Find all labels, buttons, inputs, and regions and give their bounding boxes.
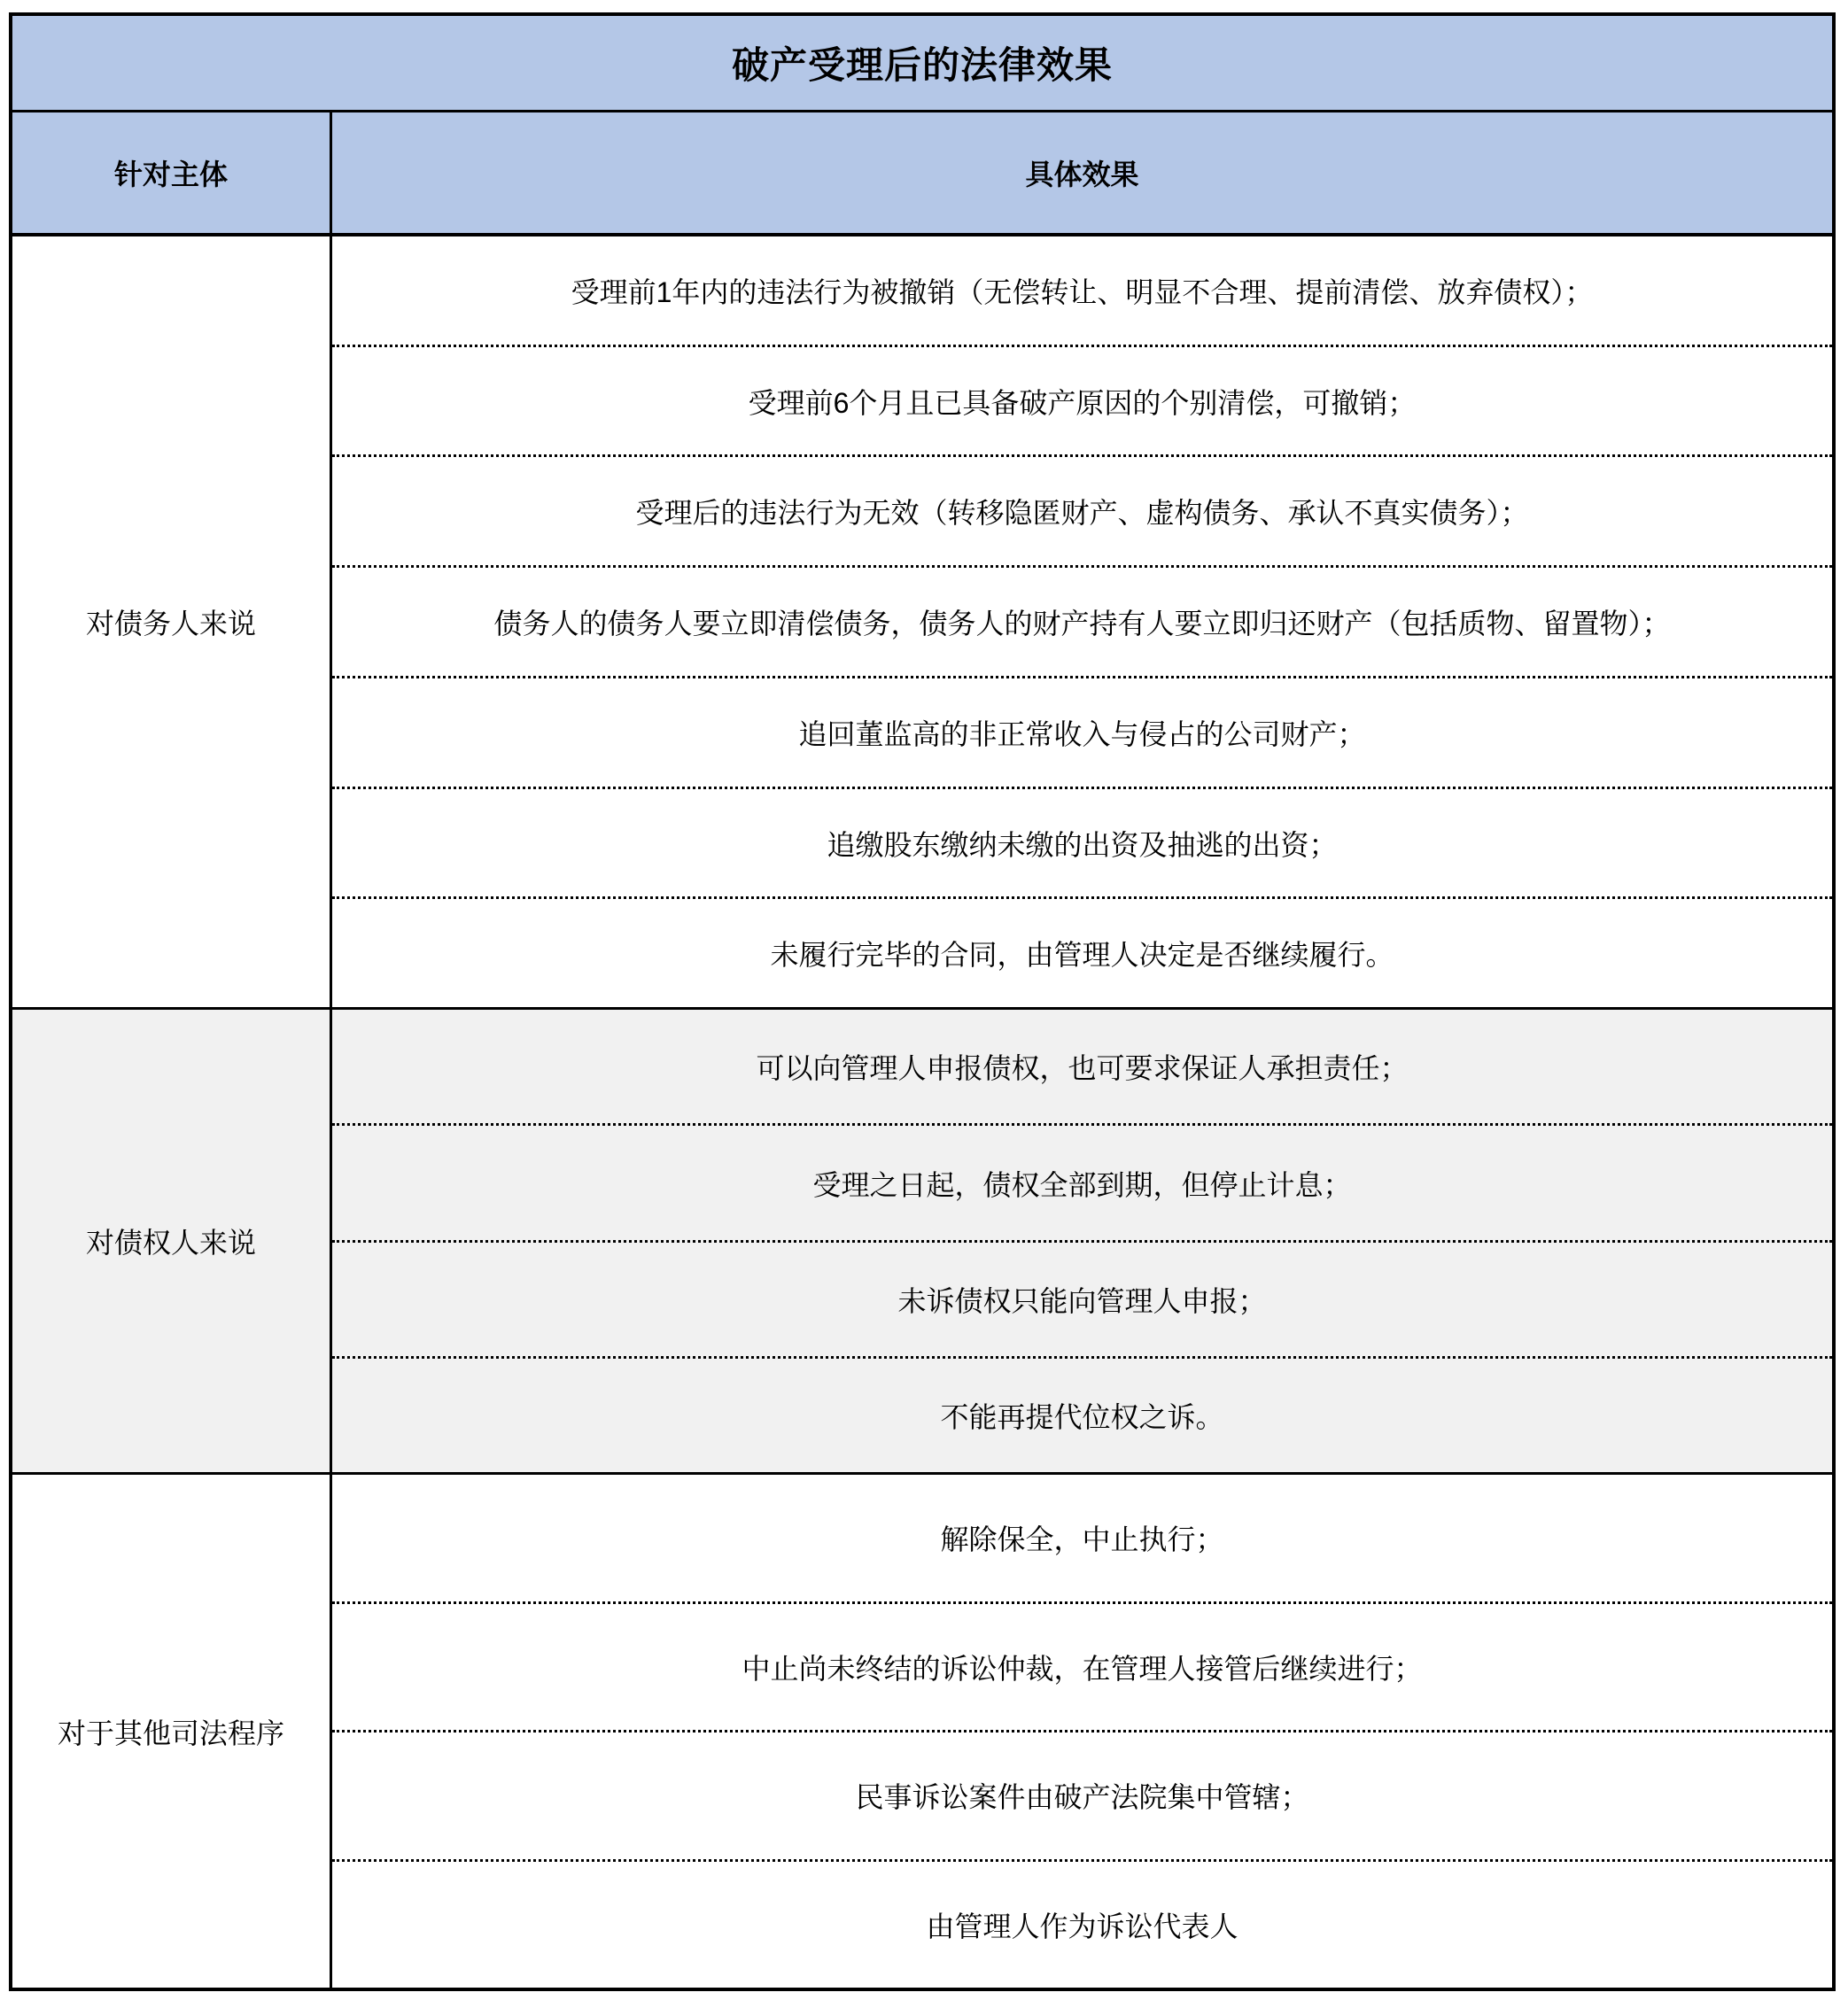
effect-row: 解除保全，中止执行； <box>940 1523 1224 1556</box>
effect-row: 民事诉讼案件由破产法院集中管辖； <box>332 1730 1832 1858</box>
effect-row: 受理前6个月且已具备破产原因的个别清偿，可撤销； <box>332 345 1832 455</box>
column-header-subject: 针对主体 <box>12 112 332 233</box>
group-debtor <box>12 233 1832 1007</box>
table-header-row <box>12 110 1832 233</box>
effect-row: 受理后的违法行为无效（转移隐匿财产、虚构债务、承认不真实债务）； <box>332 454 1832 565</box>
bankruptcy-effects-table <box>9 12 1836 1991</box>
effect-row: 受理前1年内的违法行为被撤销（无偿转让、明显不合理、提前清偿、放弃债权）； <box>571 275 1594 308</box>
group-label-debtor: 对债务人来说 <box>12 236 332 1007</box>
group-rows-creditor <box>332 1010 1832 1472</box>
group-rows-debtor <box>332 236 1832 1007</box>
effect-row: 债务人的债务人要立即清偿债务，债务人的财产持有人要立即归还财产（包括质物、留置物）； <box>332 565 1832 676</box>
effect-row: 中止尚未终结的诉讼仲裁，在管理人接管后继续进行； <box>332 1601 1832 1730</box>
effect-row: 由管理人作为诉讼代表人 <box>332 1859 1832 1988</box>
effect-row: 可以向管理人申报债权，也可要求保证人承担责任； <box>756 1052 1409 1085</box>
effect-row: 未履行完毕的合同，由管理人决定是否继续履行。 <box>332 896 1832 1007</box>
effect-row: 受理之日起，债权全部到期，但停止计息； <box>332 1123 1832 1239</box>
table-title: 破产受理后的法律效果 <box>12 16 1832 110</box>
group-other-judicial-procedures <box>12 1472 1832 1988</box>
group-rows-other-judicial-procedures <box>332 1475 1832 1988</box>
group-creditor <box>12 1007 1832 1472</box>
effect-row: 不能再提代位权之诉。 <box>332 1356 1832 1472</box>
column-header-effect: 具体效果 <box>1025 159 1139 190</box>
effect-row: 追缴股东缴纳未缴的出资及抽逃的出资； <box>332 787 1832 897</box>
effect-row: 追回董监高的非正常收入与侵占的公司财产； <box>332 676 1832 787</box>
effect-row: 未诉债权只能向管理人申报； <box>332 1240 1832 1356</box>
group-label-other-judicial-procedures: 对于其他司法程序 <box>12 1475 332 1988</box>
group-label-creditor: 对债权人来说 <box>12 1010 332 1472</box>
